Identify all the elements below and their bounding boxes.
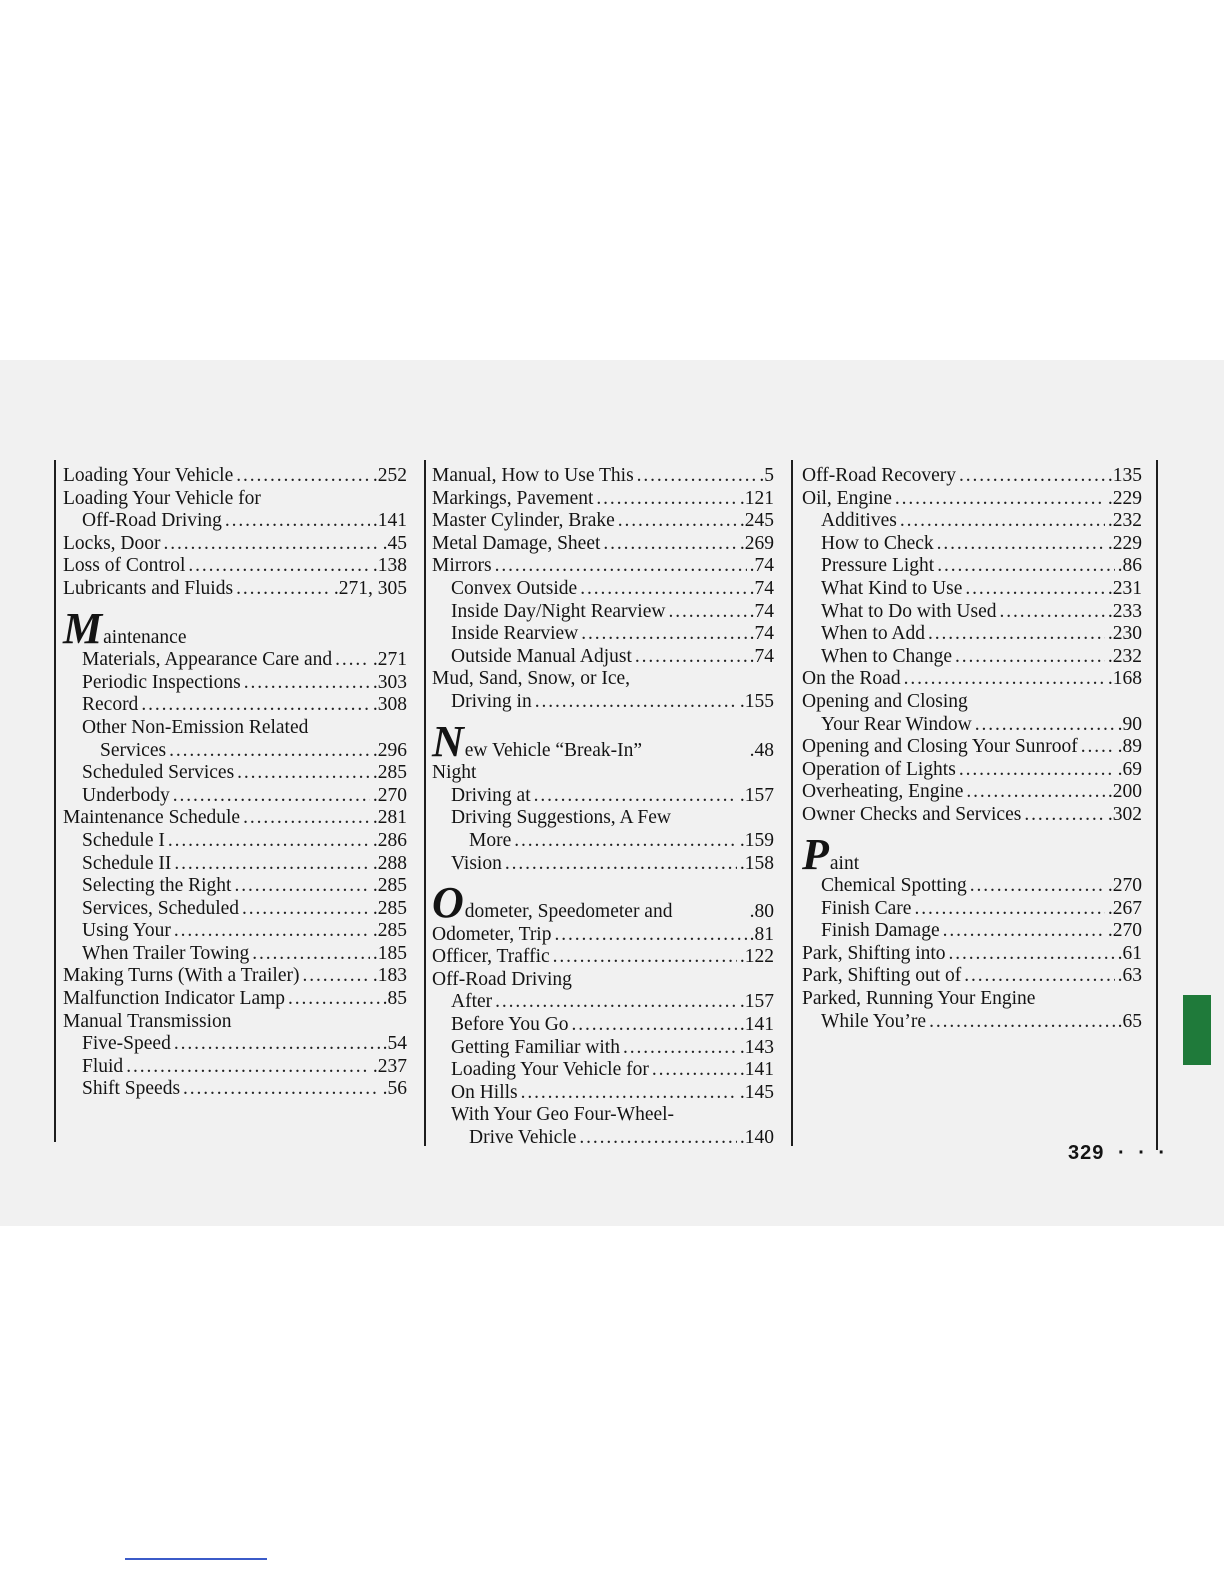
leader-dots bbox=[949, 943, 1115, 966]
index-subentry bbox=[63, 672, 407, 695]
index-entry bbox=[432, 465, 774, 488]
index-subentry: Driving Suggestions, A Few bbox=[451, 807, 671, 829]
index-entry bbox=[63, 965, 407, 988]
index-subentry bbox=[802, 875, 1142, 898]
index-subentry-continued bbox=[432, 1127, 774, 1150]
entry-page: .90 bbox=[1117, 713, 1142, 735]
leader-dots bbox=[236, 465, 370, 488]
entry-page: .141 bbox=[739, 1059, 774, 1081]
leader-dots bbox=[652, 1059, 737, 1082]
index-entry bbox=[432, 510, 774, 533]
leader-dots bbox=[173, 785, 370, 808]
leader-dots bbox=[943, 920, 1105, 943]
entry-text: Officer, Traffic bbox=[432, 946, 550, 968]
index-entry bbox=[432, 924, 774, 947]
leader-dots bbox=[618, 510, 737, 533]
entry-page: .63 bbox=[1117, 965, 1142, 987]
entry-text: What to Do with Used bbox=[821, 600, 997, 622]
leader-dots bbox=[928, 623, 1105, 646]
index-entry bbox=[63, 807, 407, 830]
entry-page: .80 bbox=[749, 901, 774, 923]
entry-page: .229 bbox=[1107, 487, 1142, 509]
index-subentry bbox=[802, 623, 1142, 646]
index-column-1 bbox=[63, 465, 407, 1101]
entry-text: While You’re bbox=[821, 1010, 927, 1032]
entry-page: .159 bbox=[739, 829, 774, 851]
leader-dots bbox=[572, 1014, 737, 1037]
entry-text: Before You Go bbox=[451, 1014, 569, 1036]
entry-page: .48 bbox=[749, 739, 774, 761]
index-subentry bbox=[432, 646, 774, 669]
index-entry: Loading Your Vehicle for bbox=[63, 487, 261, 509]
leader-dots bbox=[914, 898, 1104, 921]
entry-text: Metal Damage, Sheet bbox=[432, 532, 601, 554]
index-subentry bbox=[432, 623, 774, 646]
entry-page: .232 bbox=[1107, 645, 1142, 667]
column-rule-middle-right bbox=[791, 460, 793, 1146]
leader-dots bbox=[302, 965, 369, 988]
entry-page: .145 bbox=[739, 1081, 774, 1103]
column-rule-left bbox=[54, 460, 56, 1142]
leader-dots bbox=[581, 623, 746, 646]
entry-page: .233 bbox=[1107, 600, 1142, 622]
entry-text: Periodic Inspections bbox=[82, 671, 241, 693]
index-entry bbox=[63, 578, 407, 601]
index-subentry bbox=[63, 1078, 407, 1101]
leader-dots bbox=[900, 510, 1105, 533]
leader-dots bbox=[495, 991, 737, 1014]
column-rule-right bbox=[1156, 460, 1158, 1150]
entry-page: .229 bbox=[1107, 532, 1142, 554]
entry-text: When Trailer Towing bbox=[82, 942, 250, 964]
index-subentry bbox=[802, 1011, 1142, 1034]
entry-text: Loading Your Vehicle for bbox=[451, 1059, 649, 1081]
leader-dots bbox=[895, 488, 1105, 511]
entry-text: Chemical Spotting bbox=[821, 875, 967, 897]
entry-text: Five-Speed bbox=[82, 1033, 171, 1055]
index-subentry bbox=[63, 510, 407, 533]
section-heading-n bbox=[432, 716, 774, 766]
entry-text: Convex Outside bbox=[451, 577, 578, 599]
column-rule-middle-left bbox=[424, 460, 426, 1146]
section-heading-o bbox=[432, 878, 774, 928]
index-entry: Mud, Sand, Snow, or Ice, bbox=[432, 668, 631, 690]
entry-page: .270 bbox=[372, 784, 407, 806]
index-subentry bbox=[63, 920, 407, 943]
entry-text: Getting Familiar with bbox=[451, 1036, 620, 1058]
entry-page: .122 bbox=[739, 946, 774, 968]
entry-page: .183 bbox=[372, 965, 407, 987]
leader-dots bbox=[959, 465, 1105, 488]
entry-text: Outside Manual Adjust bbox=[451, 645, 632, 667]
entry-page: .45 bbox=[382, 532, 407, 554]
leader-dots bbox=[534, 785, 737, 808]
leader-dots bbox=[521, 1082, 737, 1105]
section-thumb-tab bbox=[1183, 995, 1211, 1065]
leader-dots bbox=[188, 555, 369, 578]
index-subentry bbox=[802, 510, 1142, 533]
section-initial: O bbox=[432, 878, 464, 928]
entry-page: .185 bbox=[372, 942, 407, 964]
index-entry: Night bbox=[432, 762, 477, 784]
entry-page: .81 bbox=[749, 923, 774, 945]
leader-dots bbox=[234, 875, 369, 898]
leader-dots bbox=[970, 875, 1105, 898]
entry-text: Shift Speeds bbox=[82, 1078, 181, 1100]
index-entry bbox=[432, 555, 774, 578]
entry-text: Opening and Closing Your Sunroof bbox=[802, 736, 1078, 758]
index-subentry bbox=[63, 898, 407, 921]
entry-text: Operation of Lights bbox=[802, 758, 956, 780]
entry-text: Schedule II bbox=[82, 852, 172, 874]
entry-text: Owner Checks and Services bbox=[802, 803, 1022, 825]
leader-dots bbox=[637, 465, 757, 488]
section-heading-p bbox=[802, 829, 1142, 879]
entry-text: Lubricants and Fluids bbox=[63, 577, 234, 599]
entry-page: .56 bbox=[382, 1078, 407, 1100]
page-number-dots: · · · bbox=[1118, 1142, 1170, 1164]
entry-text: Inside Rearview bbox=[451, 623, 579, 645]
index-subentry bbox=[432, 1059, 774, 1082]
leader-dots bbox=[603, 533, 736, 556]
entry-text: Record bbox=[82, 694, 139, 716]
entry-page: .271, 305 bbox=[333, 577, 407, 599]
entry-page: .140 bbox=[739, 1127, 774, 1149]
entry-page: .5 bbox=[759, 465, 774, 486]
leader-dots bbox=[975, 714, 1115, 737]
index-entry bbox=[63, 988, 407, 1011]
entry-page: .86 bbox=[1117, 555, 1142, 577]
index-subentry bbox=[432, 991, 774, 1014]
entry-page: .141 bbox=[372, 510, 407, 532]
entry-text: Master Cylinder, Brake bbox=[432, 510, 615, 532]
index-entry bbox=[802, 781, 1142, 804]
index-subentry bbox=[432, 691, 774, 714]
index-entry bbox=[432, 946, 774, 969]
index-entry bbox=[63, 533, 407, 556]
entry-page: .65 bbox=[1117, 1010, 1142, 1032]
entry-page: .230 bbox=[1107, 623, 1142, 645]
leader-dots bbox=[514, 830, 737, 853]
entry-page: .232 bbox=[1107, 510, 1142, 532]
index-subentry bbox=[802, 646, 1142, 669]
index-subentry bbox=[63, 943, 407, 966]
index-entry bbox=[802, 668, 1142, 691]
leader-dots bbox=[1024, 804, 1105, 827]
entry-text: Malfunction Indicator Lamp bbox=[63, 988, 286, 1010]
leader-dots bbox=[174, 920, 370, 943]
index-entry bbox=[802, 943, 1142, 966]
entry-page: .61 bbox=[1117, 942, 1142, 964]
leader-dots bbox=[335, 649, 370, 672]
entry-page: .285 bbox=[372, 897, 407, 919]
entry-text: Pressure Light bbox=[821, 555, 935, 577]
entry-page: .74 bbox=[749, 577, 774, 599]
leader-dots bbox=[553, 946, 737, 969]
leader-dots bbox=[141, 694, 370, 717]
index-subentry bbox=[802, 920, 1142, 943]
index-column-2 bbox=[432, 465, 774, 1150]
index-subentry bbox=[63, 649, 407, 672]
entry-page: .54 bbox=[382, 1033, 407, 1055]
entry-text: Selecting the Right bbox=[82, 875, 232, 897]
leader-dots bbox=[243, 807, 370, 830]
index-entry bbox=[802, 488, 1142, 511]
index-subentry bbox=[63, 762, 407, 785]
entry-text: Inside Day/Night Rearview bbox=[451, 600, 666, 622]
entry-text: Fluid bbox=[82, 1055, 124, 1077]
entry-text: Vision bbox=[451, 852, 502, 874]
entry-text: Park, Shifting out of bbox=[802, 965, 962, 987]
leader-dots bbox=[495, 555, 747, 578]
entry-text: Mirrors bbox=[432, 555, 492, 577]
leader-dots bbox=[168, 830, 370, 853]
index-subentry bbox=[63, 1056, 407, 1079]
leader-dots bbox=[242, 898, 370, 921]
entry-page: .267 bbox=[1107, 897, 1142, 919]
leader-dots bbox=[579, 1127, 736, 1150]
entry-text: Loading Your Vehicle bbox=[63, 465, 234, 486]
entry-text: Driving in bbox=[451, 690, 532, 712]
entry-text: Locks, Door bbox=[63, 532, 161, 554]
entry-page: .245 bbox=[739, 510, 774, 532]
index-entry: Parked, Running Your Engine bbox=[802, 988, 1036, 1010]
leader-dots bbox=[554, 924, 746, 947]
entry-text: Services bbox=[100, 739, 167, 761]
entry-page: .271 bbox=[372, 649, 407, 671]
entry-page: .285 bbox=[372, 920, 407, 942]
index-entry: Manual Transmission bbox=[63, 1010, 232, 1032]
index-subentry bbox=[432, 1037, 774, 1060]
entry-text: Additives bbox=[821, 510, 897, 532]
leader-dots bbox=[966, 781, 1105, 804]
index-subentry bbox=[432, 1014, 774, 1037]
index-subentry bbox=[432, 785, 774, 808]
index-subentry-continued bbox=[63, 740, 407, 763]
index-subentry: Other Non-Emission Related bbox=[82, 716, 309, 738]
entry-text: More bbox=[469, 829, 512, 851]
leader-dots bbox=[999, 601, 1104, 624]
entry-page: .138 bbox=[372, 555, 407, 577]
entry-page: .288 bbox=[372, 852, 407, 874]
section-initial: P bbox=[802, 829, 829, 879]
index-subentry bbox=[63, 694, 407, 717]
entry-text: Park, Shifting into bbox=[802, 942, 946, 964]
entry-text: Off-Road Driving bbox=[82, 510, 222, 532]
leader-dots bbox=[965, 578, 1105, 601]
index-entry bbox=[63, 465, 407, 488]
leader-dots bbox=[225, 510, 370, 533]
entry-text: Off-Road Recovery bbox=[802, 465, 956, 486]
entry-text: Finish Damage bbox=[821, 920, 940, 942]
entry-page: .231 bbox=[1107, 577, 1142, 599]
link-underline bbox=[125, 1558, 267, 1560]
entry-page: .269 bbox=[739, 532, 774, 554]
index-subentry bbox=[63, 785, 407, 808]
index-subentry bbox=[63, 1033, 407, 1056]
index-subentry bbox=[432, 853, 774, 876]
entry-text: Scheduled Services bbox=[82, 762, 235, 784]
entry-page: .157 bbox=[739, 784, 774, 806]
leader-dots bbox=[174, 853, 370, 876]
entry-page: .74 bbox=[749, 623, 774, 645]
entry-text: Overheating, Engine bbox=[802, 781, 964, 803]
entry-text: Odometer, Trip bbox=[432, 923, 552, 945]
section-heading-m bbox=[63, 603, 407, 653]
leader-dots bbox=[929, 1011, 1115, 1034]
index-subentry bbox=[63, 875, 407, 898]
entry-page: .74 bbox=[749, 600, 774, 622]
index-entry bbox=[63, 555, 407, 578]
leader-dots bbox=[169, 740, 370, 763]
index-subentry bbox=[432, 1082, 774, 1105]
leader-dots bbox=[904, 668, 1105, 691]
entry-text: How to Check bbox=[821, 532, 934, 554]
entry-page: .74 bbox=[749, 555, 774, 577]
entry-page: .270 bbox=[1107, 920, 1142, 942]
index-entry bbox=[802, 804, 1142, 827]
section-heading-rest: aint bbox=[829, 852, 860, 874]
entry-page: .286 bbox=[372, 829, 407, 851]
entry-page: .308 bbox=[372, 694, 407, 716]
entry-page: .135 bbox=[1107, 465, 1142, 486]
index-subentry bbox=[63, 853, 407, 876]
index-entry bbox=[432, 533, 774, 556]
entry-text: Loss of Control bbox=[63, 555, 186, 577]
entry-text: What Kind to Use bbox=[821, 577, 963, 599]
leader-dots bbox=[635, 646, 747, 669]
leader-dots bbox=[668, 601, 746, 624]
page-number: 329 bbox=[1068, 1142, 1105, 1164]
index-subentry bbox=[802, 533, 1142, 556]
index-entry bbox=[802, 965, 1142, 988]
leader-dots bbox=[288, 988, 380, 1011]
index-subentry bbox=[802, 601, 1142, 624]
leader-dots bbox=[126, 1056, 370, 1079]
leader-dots bbox=[964, 965, 1114, 988]
entry-page: .158 bbox=[739, 852, 774, 874]
entry-text: Markings, Pavement bbox=[432, 487, 594, 509]
entry-text: Oil, Engine bbox=[802, 487, 892, 509]
entry-page: .121 bbox=[739, 487, 774, 509]
leader-dots bbox=[163, 533, 379, 556]
leader-dots bbox=[183, 1078, 380, 1101]
entry-text: On Hills bbox=[451, 1081, 518, 1103]
entry-page: .168 bbox=[1107, 668, 1142, 690]
entry-page: .285 bbox=[372, 762, 407, 784]
index-subentry bbox=[63, 830, 407, 853]
entry-text: Materials, Appearance Care and bbox=[82, 649, 333, 671]
entry-text: When to Change bbox=[821, 645, 953, 667]
entry-page: .69 bbox=[1117, 758, 1142, 780]
index-subentry bbox=[432, 601, 774, 624]
index-subentry bbox=[802, 578, 1142, 601]
index-entry: Opening and Closing bbox=[802, 690, 968, 712]
index-entry bbox=[802, 759, 1142, 782]
entry-text: After bbox=[451, 991, 493, 1013]
leader-dots bbox=[237, 762, 370, 785]
index-subentry: With Your Geo Four-Wheel- bbox=[451, 1104, 675, 1126]
index-subentry bbox=[802, 555, 1142, 578]
leader-dots bbox=[1081, 736, 1115, 759]
leader-dots bbox=[174, 1033, 380, 1056]
entry-text: Manual, How to Use This bbox=[432, 465, 634, 486]
entry-page: .200 bbox=[1107, 781, 1142, 803]
entry-page: .252 bbox=[372, 465, 407, 486]
entry-page: .237 bbox=[372, 1055, 407, 1077]
entry-text: Drive Vehicle bbox=[469, 1127, 577, 1149]
index-entry bbox=[432, 488, 774, 511]
entry-page: .85 bbox=[382, 988, 407, 1010]
section-heading-rest: dometer, Speedometer and bbox=[464, 901, 673, 923]
entry-page: .143 bbox=[739, 1036, 774, 1058]
entry-page: .296 bbox=[372, 739, 407, 761]
index-entry bbox=[802, 465, 1142, 488]
entry-text: Finish Care bbox=[821, 897, 912, 919]
entry-page: .303 bbox=[372, 671, 407, 693]
index-subentry bbox=[432, 578, 774, 601]
leader-dots bbox=[955, 646, 1105, 669]
leader-dots bbox=[535, 691, 737, 714]
section-initial: M bbox=[63, 603, 103, 653]
leader-dots bbox=[505, 853, 737, 876]
entry-page: .155 bbox=[739, 690, 774, 712]
index-entry: Off-Road Driving bbox=[432, 968, 572, 990]
entry-page: .281 bbox=[372, 807, 407, 829]
leader-dots bbox=[244, 672, 370, 695]
leader-dots bbox=[623, 1037, 737, 1060]
entry-page: .89 bbox=[1117, 736, 1142, 758]
entry-text: Services, Scheduled bbox=[82, 897, 240, 919]
leader-dots bbox=[596, 488, 736, 511]
entry-text: Maintenance Schedule bbox=[63, 807, 241, 829]
leader-dots bbox=[236, 578, 331, 601]
entry-text: Underbody bbox=[82, 784, 170, 806]
entry-page: .74 bbox=[749, 645, 774, 667]
index-subentry-continued bbox=[432, 830, 774, 853]
entry-text: Using Your bbox=[82, 920, 171, 942]
index-subentry bbox=[802, 714, 1142, 737]
leader-dots bbox=[252, 943, 370, 966]
entry-text: Making Turns (With a Trailer) bbox=[63, 965, 300, 987]
leader-dots bbox=[580, 578, 746, 601]
entry-text: On the Road bbox=[802, 668, 901, 690]
index-entry bbox=[802, 736, 1142, 759]
entry-page: .285 bbox=[372, 875, 407, 897]
entry-page: .270 bbox=[1107, 875, 1142, 897]
leader-dots bbox=[937, 533, 1105, 556]
entry-text: Your Rear Window bbox=[821, 713, 972, 735]
leader-dots bbox=[937, 555, 1114, 578]
leader-dots bbox=[959, 759, 1115, 782]
entry-page: .302 bbox=[1107, 803, 1142, 825]
entry-text: Driving at bbox=[451, 784, 531, 806]
entry-page: .141 bbox=[739, 1014, 774, 1036]
section-heading-rest: aintenance bbox=[103, 626, 187, 648]
index-column-3 bbox=[802, 465, 1142, 1033]
entry-text: Schedule I bbox=[82, 829, 165, 851]
index-subentry bbox=[802, 898, 1142, 921]
section-heading-rest: ew Vehicle “Break-In” bbox=[464, 739, 642, 761]
entry-text: When to Add bbox=[821, 623, 925, 645]
entry-page: .157 bbox=[739, 991, 774, 1013]
section-initial: N bbox=[432, 716, 464, 766]
